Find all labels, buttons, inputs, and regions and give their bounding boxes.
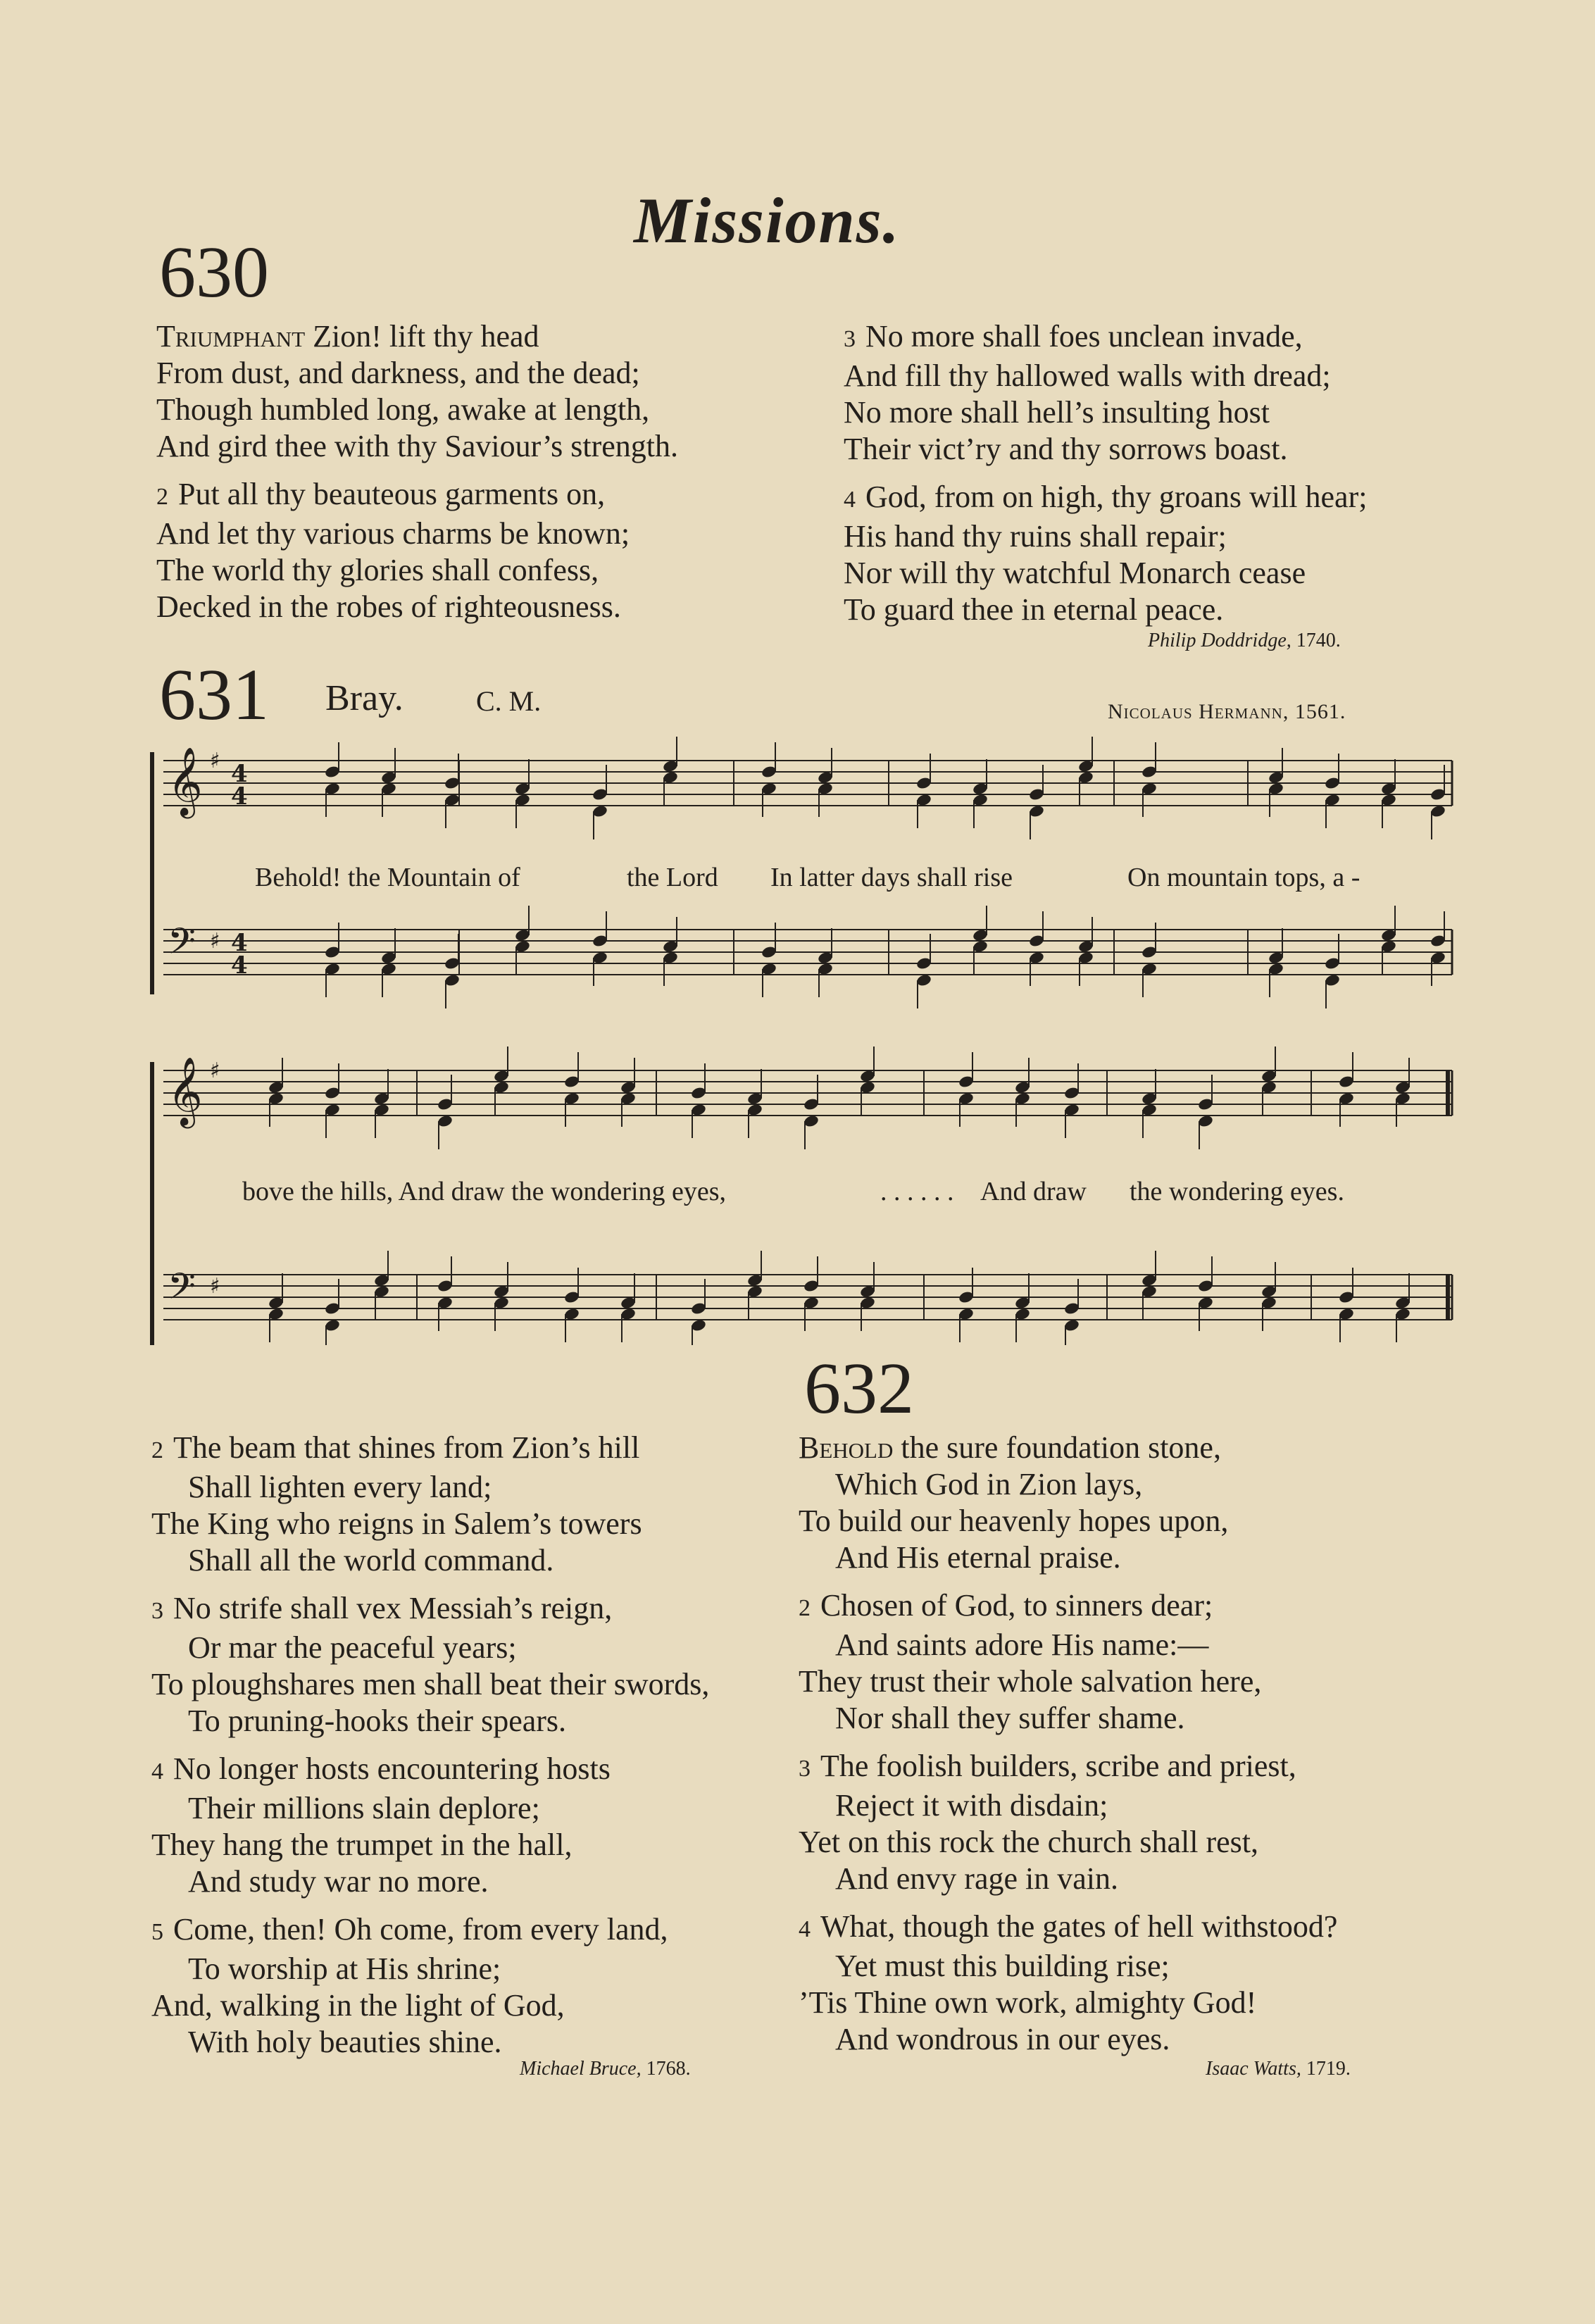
line-text: Put all thy beauteous garments on, <box>178 477 606 511</box>
line-text: The beam that shines from Zion’s hill <box>173 1430 640 1465</box>
hymn-630-column-2 <box>844 318 1367 628</box>
stanza-line: And His eternal praise. <box>835 1540 1121 1575</box>
section-title: Missions. <box>634 185 901 256</box>
stanza-line <box>799 1587 1337 1627</box>
stanza-number: 2 <box>799 1595 811 1621</box>
stanza-line: Or mar the peaceful years; <box>188 1630 517 1665</box>
lyrics-line-1-b: the Lord <box>627 863 718 892</box>
stanza <box>151 1430 709 1579</box>
hymn-632-stanzas <box>799 1430 1337 2058</box>
stanza-number: 4 <box>844 487 856 513</box>
lyrics-line-2-a: bove the hills, And draw the wondering eyes, <box>242 1177 727 1206</box>
lyrics-line-2-b: . . . . . . <box>880 1177 954 1206</box>
hymn-631-attribution <box>520 2058 691 2080</box>
stanza-line: From dust, and darkness, and the dead; <box>156 356 640 390</box>
hymn-630-column-1 <box>156 318 678 625</box>
tune-name: Bray. <box>325 678 404 718</box>
stanza <box>151 1751 709 1900</box>
stanza-line <box>799 1430 1337 1466</box>
stanza-number: 4 <box>799 1916 811 1942</box>
time-signature-top: 4 <box>231 760 248 788</box>
author-year: 1719. <box>1306 2058 1351 2080</box>
composer: Nicolaus Hermann, 1561. <box>1108 700 1346 723</box>
stanza-line: Shall lighten every land; <box>188 1470 492 1504</box>
stanza-line <box>151 1590 709 1630</box>
stanza-line: The world thy glories shall confess, <box>156 553 599 587</box>
stanza-line <box>156 476 678 516</box>
stanza-line: To build our heavenly hopes upon, <box>799 1504 1229 1538</box>
stanza-line: And, walking in the light of God, <box>151 1988 565 2023</box>
stanza <box>799 1587 1337 1737</box>
lyrics-line-1-d: On mountain tops, a - <box>1127 863 1361 892</box>
stanza-line: And study war no more. <box>188 1864 489 1899</box>
hymn-630-number: 630 <box>159 232 269 313</box>
stanza-line <box>844 479 1367 518</box>
stanza-line: They trust their whole salvation here, <box>799 1664 1262 1699</box>
stanza-line <box>151 1430 709 1469</box>
stanza-number: 5 <box>151 1919 163 1945</box>
line-text: No more shall foes unclean invade, <box>865 319 1303 354</box>
first-word: Behold <box>799 1430 894 1465</box>
stanza <box>156 318 678 465</box>
stanza <box>799 1748 1337 1897</box>
line-text: God, from on high, thy groans will hear; <box>865 480 1368 514</box>
stanza-line: No more shall hell’s insulting host <box>844 395 1270 430</box>
stanza-line: Though humbled long, awake at length, <box>156 392 650 427</box>
stanza <box>799 1908 1337 2058</box>
stanza-line: Decked in the robes of righteousness. <box>156 589 621 624</box>
stanza-line: His hand thy ruins shall repair; <box>844 519 1227 554</box>
stanza <box>844 479 1367 628</box>
bass-clef: 𝄢 <box>168 920 196 971</box>
author-name: Michael Bruce, <box>520 2058 642 2080</box>
stanza <box>156 476 678 625</box>
time-signature-top: 4 <box>231 929 248 957</box>
line-text: The foolish builders, scribe and priest, <box>820 1749 1296 1783</box>
stanza-line: Their millions slain deplore; <box>188 1791 540 1825</box>
stanza-line: They hang the trumpet in the hall, <box>151 1828 573 1862</box>
stanza <box>799 1430 1337 1576</box>
hymn-630-attribution <box>1148 630 1341 652</box>
line-text: Come, then! Oh come, from every land, <box>173 1912 668 1947</box>
stanza-line: Their vict’ry and thy sorrows boast. <box>844 432 1288 466</box>
stanza-line: Nor will thy watchful Monarch cease <box>844 556 1306 590</box>
key-signature: ♯ <box>210 929 220 954</box>
lyrics-line-2-c: And draw <box>980 1177 1087 1206</box>
stanza-line: To ploughshares men shall beat their swords, <box>151 1667 710 1701</box>
stanza-line: Yet on this rock the church shall rest, <box>799 1825 1258 1859</box>
stanza-line: To guard thee in eternal peace. <box>844 592 1224 627</box>
hymn-631-number: 631 <box>159 654 269 735</box>
meter: C. M. <box>476 685 542 717</box>
hymn-632-attribution <box>1206 2058 1351 2080</box>
stanza-line <box>799 1908 1337 1948</box>
stanza <box>844 318 1367 468</box>
stanza-number: 4 <box>151 1758 163 1785</box>
lyrics-line-1-a: Behold! the Mountain of <box>255 863 520 892</box>
stanza-line: And fill thy hallowed walls with dread; <box>844 358 1331 393</box>
stanza-line: Reject it with disdain; <box>835 1788 1108 1823</box>
stanza <box>151 1911 709 2061</box>
bass-clef: 𝄢 <box>168 1265 196 1316</box>
key-signature: ♯ <box>210 1274 220 1299</box>
stanza-line: And envy rage in vain. <box>835 1861 1118 1896</box>
hymn-631-stanzas <box>151 1430 709 2061</box>
key-signature: ♯ <box>210 1058 220 1083</box>
stanza-line: ’Tis Thine own work, almighty God! <box>799 1985 1257 2020</box>
line-rest: the sure foundation stone, <box>893 1430 1221 1465</box>
stanza <box>151 1590 709 1739</box>
author-year: 1768. <box>646 2058 691 2080</box>
stanza-line: And wondrous in our eyes. <box>835 2022 1170 2056</box>
stanza-line <box>799 1748 1337 1787</box>
stanza-line: Nor shall they suffer shame. <box>835 1701 1185 1735</box>
author-name: Philip Doddridge, <box>1148 630 1291 651</box>
author-name: Isaac Watts, <box>1206 2058 1301 2080</box>
stanza-line: With holy beauties shine. <box>188 2025 502 2059</box>
lyrics-line-1-c: In latter days shall rise <box>770 863 1013 892</box>
time-signature-bottom: 4 <box>231 782 248 811</box>
stanza-line: And gird thee with thy Saviour’s strength. <box>156 429 678 463</box>
stanza-line: Which God in Zion lays, <box>835 1467 1143 1501</box>
first-word: Triumphant <box>156 319 306 354</box>
line-text: Chosen of God, to sinners dear; <box>820 1588 1213 1623</box>
author-year: 1740. <box>1296 630 1341 651</box>
line-rest: Zion! lift thy head <box>305 319 539 354</box>
stanza-line: And saints adore His name:— <box>835 1628 1209 1662</box>
stanza-number: 3 <box>799 1756 811 1782</box>
stanza-number: 2 <box>151 1437 163 1463</box>
treble-clef: 𝄞 <box>168 1056 203 1125</box>
time-signature-bottom: 4 <box>231 951 248 980</box>
stanza-line: Yet must this building rise; <box>835 1949 1170 1983</box>
stanza-number: 3 <box>151 1598 163 1624</box>
line-text: What, though the gates of hell withstood? <box>820 1909 1338 1944</box>
stanza-line: To pruning-hooks their spears. <box>188 1704 567 1738</box>
stanza-line: To worship at His shrine; <box>188 1951 501 1986</box>
stanza-line <box>151 1751 709 1790</box>
key-signature: ♯ <box>210 749 220 773</box>
stanza-number: 2 <box>156 484 168 510</box>
stanza-line: And let thy various charms be known; <box>156 516 630 551</box>
stanza-line <box>151 1911 709 1951</box>
stanza-line <box>156 318 678 355</box>
line-text: No longer hosts encountering hosts <box>173 1751 611 1786</box>
stanza-line: Shall all the world command. <box>188 1543 554 1578</box>
treble-clef: 𝄞 <box>168 746 203 816</box>
lyrics-line-2-d: the wondering eyes. <box>1130 1177 1344 1206</box>
stanza-line <box>844 318 1367 358</box>
hymn-632-number: 632 <box>804 1348 914 1429</box>
stanza-line: The King who reigns in Salem’s towers <box>151 1506 642 1541</box>
stanza-number: 3 <box>844 326 856 352</box>
line-text: No strife shall vex Messiah’s reign, <box>173 1591 613 1625</box>
